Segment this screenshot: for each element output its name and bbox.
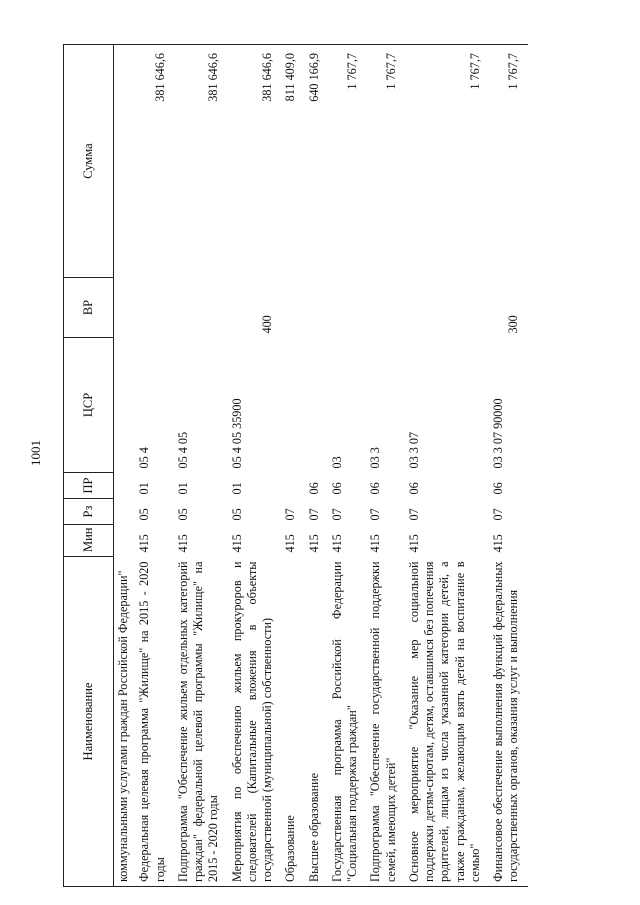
- row-csr: [305, 338, 328, 473]
- row-sum: 1 767,7: [366, 45, 405, 278]
- header-rz: Рз: [64, 499, 114, 525]
- row-pr: 06: [329, 482, 344, 495]
- row-min: 415: [283, 534, 298, 553]
- row-pr: 01: [229, 482, 244, 495]
- row-vr: [174, 278, 228, 338]
- row-min: 415: [368, 534, 383, 553]
- row-name: Образование: [281, 557, 304, 887]
- row-sum: 1 767,7: [405, 45, 489, 278]
- row-sum: 1 767,7: [489, 45, 528, 278]
- row-name: Финансовое обеспечение выполнения функций федеральных государственных органов, оказания услуг и выполнения: [489, 557, 528, 887]
- table-row: [305, 45, 328, 887]
- row-pr: 01: [137, 482, 152, 495]
- row-csr: 05 4 05 35900: [229, 398, 244, 469]
- row-csr: 03 3 07: [406, 431, 421, 469]
- table-body: [114, 45, 528, 887]
- row-rz: 05: [137, 508, 152, 521]
- row-min: 415: [406, 534, 421, 553]
- header-csr: ЦСР: [64, 338, 114, 473]
- row-sum: 381 646,6: [228, 45, 282, 278]
- row-name: Подпрограмма "Обеспечение государственной поддержки семей, имеющих детей": [366, 557, 405, 887]
- header-vr: ВР: [64, 278, 114, 338]
- row-name: Государственная программа Российской Федерации "Социальная поддержка граждан": [328, 557, 367, 887]
- row-min: 415: [491, 534, 505, 553]
- row-sum: 381 646,6: [174, 45, 228, 278]
- table-row: [174, 45, 228, 887]
- row-vr: [366, 278, 405, 338]
- row-sum: 640 166,9: [305, 45, 328, 278]
- row-name: Подпрограмма "Обеспечение жильем отдельных категорий граждан" федеральной целевой программы "Жилище" на 2015 - 2020 годы: [174, 557, 228, 887]
- row-rz: 07: [368, 508, 383, 521]
- row-csr: 03 3 07 90000: [491, 398, 505, 469]
- table-row: [489, 45, 528, 887]
- row-min: 415: [306, 534, 321, 553]
- row-vr: [281, 278, 304, 338]
- table-row: [405, 45, 489, 887]
- row-name: Федеральная целевая программа "Жилище" на 2015 - 2020 годы: [135, 557, 174, 887]
- row-csr: 03: [329, 456, 344, 469]
- header-sum: Сумма: [64, 45, 114, 278]
- row-vr: 400: [260, 315, 274, 334]
- row-rz: 07: [283, 508, 298, 521]
- header-row: [64, 45, 114, 887]
- budget-table: [63, 44, 528, 887]
- row-vr: 300: [506, 315, 521, 334]
- row-rz: 07: [491, 508, 505, 521]
- row-vr: [135, 278, 174, 338]
- row-min: 415: [229, 534, 244, 553]
- row-pr: [281, 473, 304, 499]
- table-row: [135, 45, 174, 887]
- row-min: 415: [329, 534, 344, 553]
- row-sum: 1 767,7: [328, 45, 367, 278]
- row-pr: 06: [306, 482, 321, 495]
- header-name: Наименование: [64, 557, 114, 887]
- table-row: [366, 45, 405, 887]
- row-csr: 05 4: [137, 447, 152, 469]
- row-sum: 381 646,6: [135, 45, 174, 278]
- row-rz: 07: [406, 508, 421, 521]
- row-csr: 05 4 05: [175, 431, 190, 469]
- row-vr: [405, 278, 489, 338]
- table-row: [328, 45, 367, 887]
- row-vr: [328, 278, 367, 338]
- row-pr: 06: [368, 482, 383, 495]
- continuation-text: коммунальными услугами граждан Российской Федерации": [114, 557, 136, 887]
- row-pr: 01: [175, 482, 190, 495]
- row-name: Высшее образование: [305, 557, 328, 887]
- row-rz: 07: [306, 508, 321, 521]
- row-min: 415: [175, 534, 190, 553]
- page-number: 1001: [28, 440, 43, 466]
- row-rz: 07: [329, 508, 344, 521]
- row-name: Мероприятия по обеспечению жильем прокуроров и следователей (Капитальные вложения в объекты государственной (муниципальной) собственности): [228, 557, 282, 887]
- row-sum: 811 409,0: [281, 45, 304, 278]
- row-rz: 05: [229, 508, 244, 521]
- header-min: Мин: [64, 525, 114, 557]
- header-pr: ПР: [64, 473, 114, 499]
- row-pr: 06: [406, 482, 421, 495]
- row-min: 415: [137, 534, 152, 553]
- table-row: [281, 45, 304, 887]
- row-pr: 06: [491, 482, 505, 495]
- row-rz: 05: [175, 508, 190, 521]
- row-name: Основное мероприятие "Оказание мер социальной поддержки детям-сиротам, детям, оставшимся без попечения родителей, лицам из числа указанной категории детей, а также гражданам, желающим взять детей на воспитание в семью": [405, 557, 489, 887]
- row-vr: [305, 278, 328, 338]
- row-csr: [281, 338, 304, 473]
- continuation-row: [114, 45, 136, 887]
- table-row: [228, 45, 282, 887]
- row-csr: 03 3: [368, 447, 383, 469]
